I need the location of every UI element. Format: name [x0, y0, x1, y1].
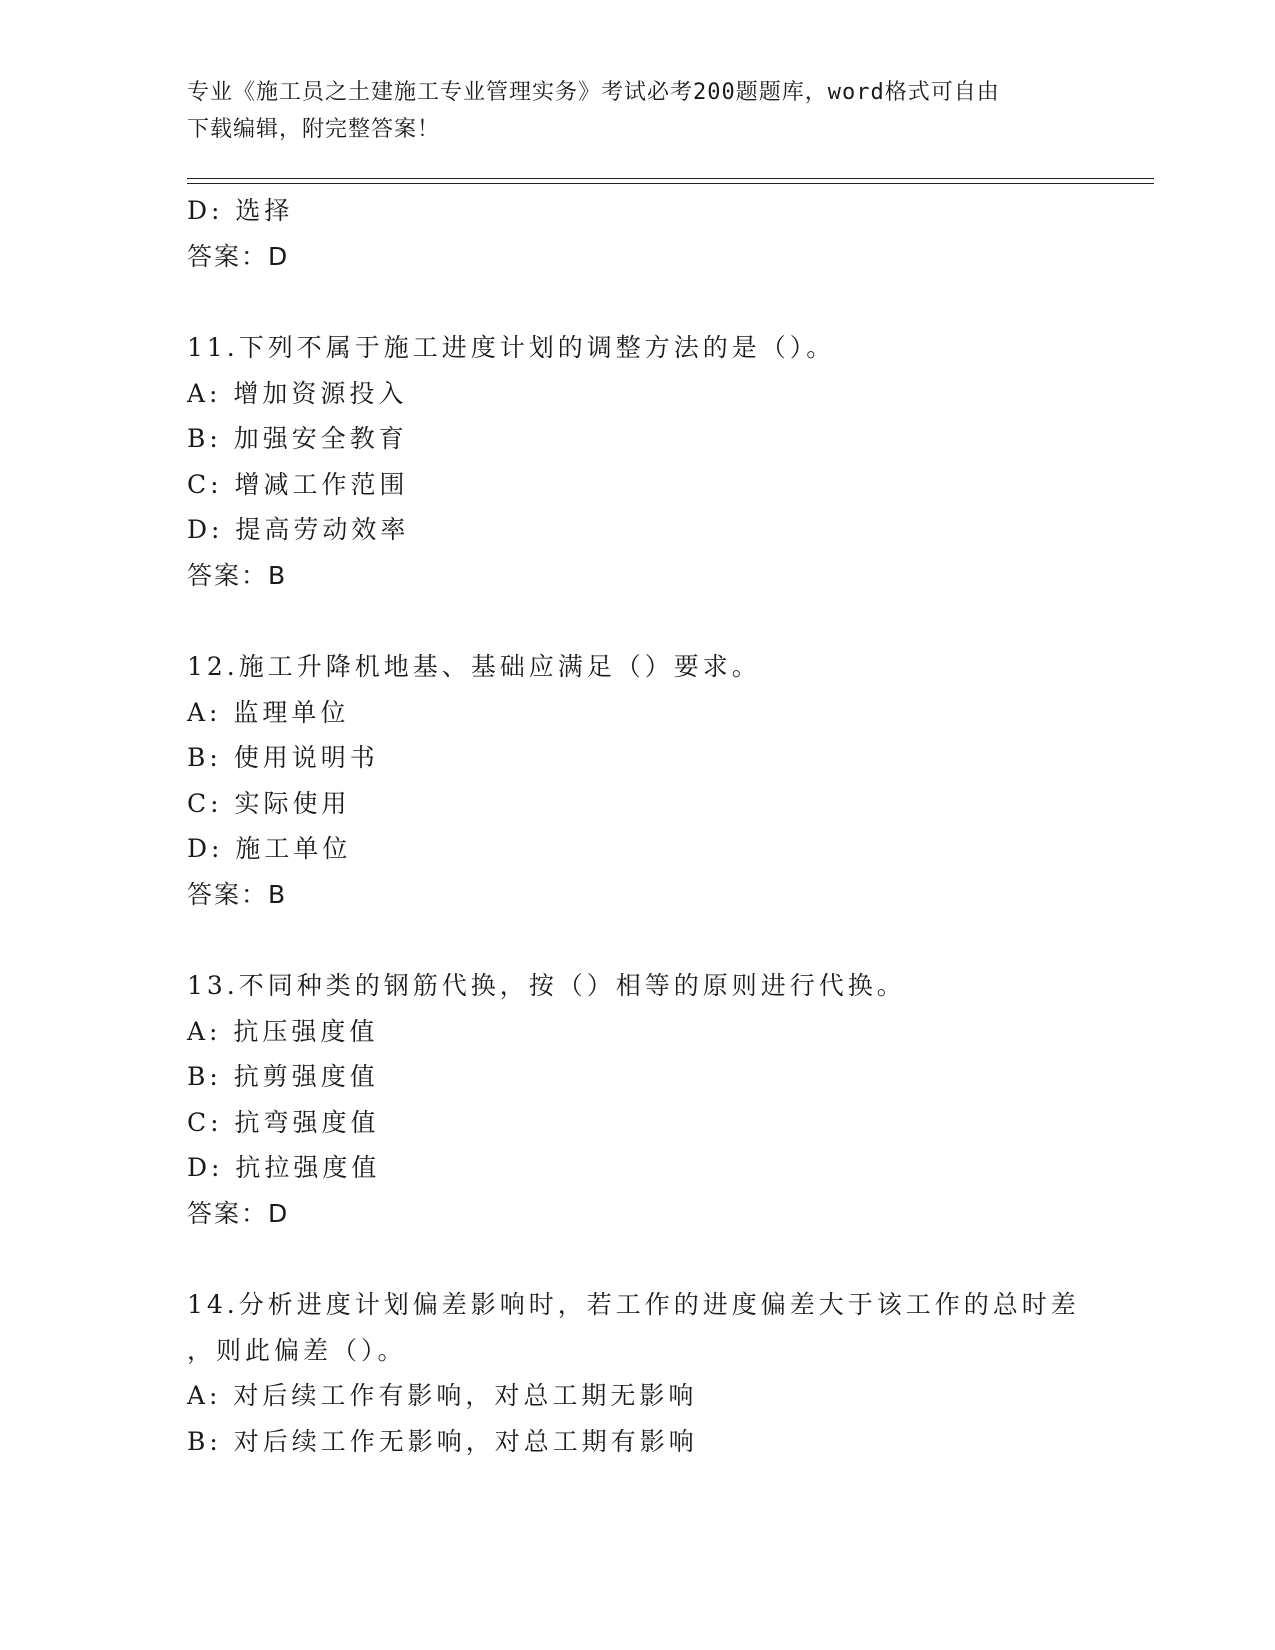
question-14 — [187, 1282, 1087, 1464]
header-title-line-2: 下载编辑，附完整答案！ — [187, 117, 441, 142]
option-d: D: 抗拉强度值 — [187, 1153, 381, 1182]
option-c: C: 实际使用 — [187, 788, 351, 818]
header-title-line-1: 专业《施工员之土建施工专业管理实务》考试必考200题题库，word格式可自由 — [187, 80, 1000, 105]
question-13 — [187, 963, 1087, 1236]
question-content — [187, 188, 1087, 1464]
option-a: A: 增加资源投入 — [187, 378, 408, 408]
question-stem-line-2: ，则此偏差（）。 — [187, 1335, 407, 1365]
option-c: C: 增减工作范围 — [187, 469, 409, 499]
option-a: A: 抗压强度值 — [187, 1016, 379, 1046]
option-d-carryover: D: 选择 — [187, 196, 294, 225]
option-d: D: 施工单位 — [187, 834, 352, 863]
question-11 — [187, 325, 1087, 598]
answer: 答案：B — [187, 560, 288, 590]
option-a: A: 对后续工作有影响，对总工期无影响 — [187, 1381, 698, 1410]
document-header — [187, 74, 1087, 148]
header-rule-top — [187, 178, 1154, 179]
option-a: A: 监理单位 — [187, 697, 350, 727]
question-12 — [187, 644, 1087, 917]
question-stem: 13.不同种类的钢筋代换，按（）相等的原则进行代换。 — [187, 971, 906, 1000]
option-b: B: 加强安全教育 — [187, 424, 408, 453]
answer-carryover: 答案：D — [187, 241, 290, 271]
question-stem: 12.施工升降机地基、基础应满足（）要求。 — [187, 652, 761, 681]
option-b: B: 抗剪强度值 — [187, 1062, 379, 1091]
question-stem-line-1: 14.分析进度计划偏差影响时，若工作的进度偏差大于该工作的总时差 — [187, 1290, 1080, 1319]
question-stem: 11.下列不属于施工进度计划的调整方法的是（）。 — [187, 333, 836, 362]
option-d: D: 提高劳动效率 — [187, 515, 410, 544]
option-b: B: 对后续工作无影响，对总工期有影响 — [187, 1426, 698, 1456]
option-b: B: 使用说明书 — [187, 743, 379, 772]
answer: 答案：B — [187, 879, 288, 909]
answer: 答案：D — [187, 1198, 290, 1228]
header-rule-bottom — [187, 183, 1154, 184]
option-c: C: 抗弯强度值 — [187, 1107, 380, 1137]
